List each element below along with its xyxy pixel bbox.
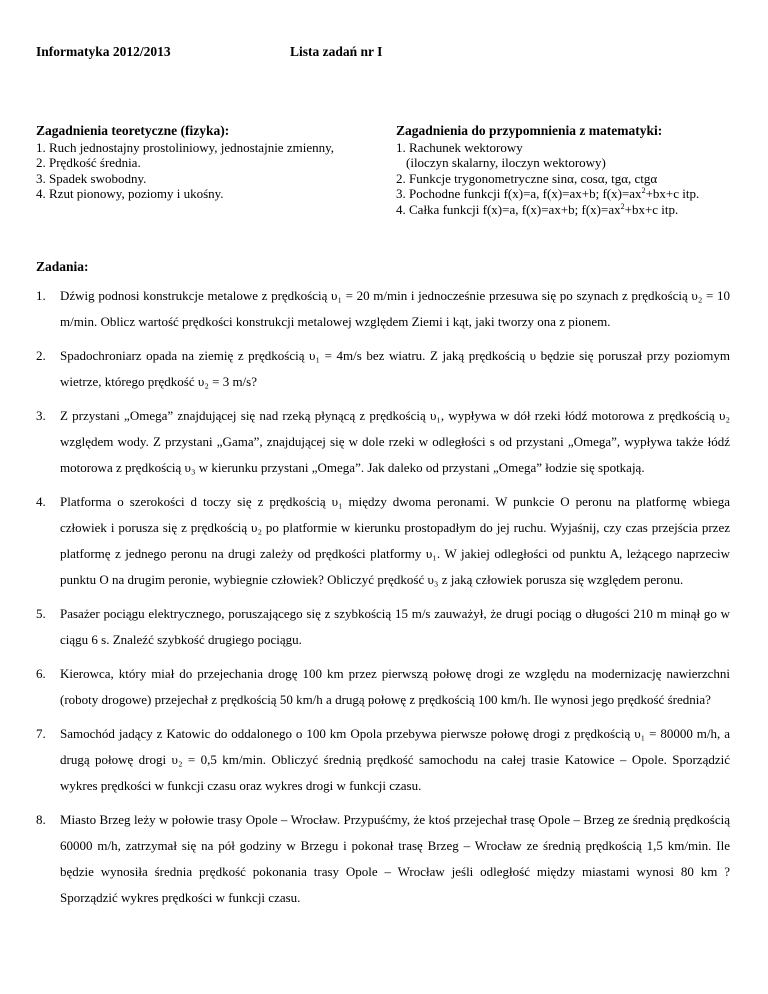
math-item bbox=[396, 202, 746, 218]
task-item bbox=[36, 283, 730, 335]
task-text: Platforma o szerokości d toczy się z prędkością υ₁ między dwoma peronami. W punkcie O peronu na platformę wbiega człowiek i porusza się z prędkością υ₂ po platformie w kierunku prostopadłym do jej ruchu. Wyjaśnij, czy czas przejścia przez platformę z jednego peronu na drugi zależy od prędkości platformy υ₁. W jakiej odległości od punktu A, leżącego naprzeciw punktu O na drugim peronie, wybiegnie człowiek? Obliczyć prędkość υ₃ z jaką człowiek porusza się względem peronu. bbox=[60, 494, 730, 587]
math-text: +bx+c itp. bbox=[624, 201, 679, 217]
math-section bbox=[396, 123, 746, 217]
task-number: 1. bbox=[36, 288, 46, 303]
tasks-heading: Zadania: bbox=[36, 259, 89, 274]
math-item bbox=[396, 186, 746, 202]
task-item bbox=[36, 721, 730, 799]
task-number: 3. bbox=[36, 408, 46, 423]
math-text: +bx+c itp. bbox=[645, 186, 700, 201]
task-text: Kierowca, który miał do przejechania drogę 100 km przez pierwszą połowę drogi ze względu na modernizację nawierzchni (roboty drogowe) przejechał z prędkością 50 km/h a drugą połowę z prędkością 100 km/h. Ile wynosi jego prędkość średnia? bbox=[60, 666, 730, 707]
theory-item: 1. Ruch jednostajny prostoliniowy, jednostajnie zmienny, bbox=[36, 139, 334, 155]
math-exponent: 2 bbox=[641, 186, 646, 195]
task-text: Dźwig podnosi konstrukcje metalowe z prędkością υ₁ = 20 m/min i jednocześnie przesuwa się po szynach z prędkością υ₂ = 10 m/min. Oblicz wartość prędkości konstrukcji metalowej względem Ziemi i kąt, jaki tworzy ona z pionem. bbox=[60, 288, 730, 329]
task-number: 4. bbox=[36, 494, 46, 509]
task-text: Miasto Brzeg leży w połowie trasy Opole – Wrocław. Przypuśćmy, że ktoś przejechał trasę Opole – Brzeg ze średnią prędkością 60000 m/h, zatrzymał się na pół godziny w Brzegu i pokonał trasę Brzeg – Wrocław ze średnią prędkością 1,5 km/min. Ile będzie wynosiła średnia prędkość pokonania trasy Opole – Wrocław jeśli odległość między miastami wynosi 80 km ? Sporządzić wykres prędkości w funkcji czasu. bbox=[60, 812, 730, 905]
course-title: Informatyka 2012/2013 bbox=[36, 44, 171, 59]
math-title: Zagadnienia do przypomnienia z matematyki: bbox=[396, 123, 663, 138]
task-number: 5. bbox=[36, 606, 46, 621]
task-text: Pasażer pociągu elektrycznego, poruszającego się z szybkością 15 m/s zauważył, że drugi pociąg o długości 210 m minął go w ciągu 6 s. Znaleźć szybkość drugiego pociągu. bbox=[60, 606, 730, 647]
math-text: 3. Pochodne funkcji f(x)=a, f(x)=ax+b; f(x)=ax bbox=[396, 186, 642, 201]
theory-item: 3. Spadek swobodny. bbox=[36, 170, 147, 186]
theory-title: Zagadnienia teoretyczne (fizyka): bbox=[36, 123, 230, 138]
math-item: 1. Rachunek wektorowy bbox=[396, 139, 523, 155]
math-text: 4. Całka funkcji f(x)=a, f(x)=ax+b; f(x)=ax bbox=[396, 201, 621, 217]
task-list bbox=[36, 283, 730, 919]
theory-item: 4. Rzut pionowy, poziomy i ukośny. bbox=[36, 186, 224, 201]
theory-item: 2. Prędkość średnia. bbox=[36, 155, 141, 170]
task-item bbox=[36, 343, 730, 395]
task-text: Z przystani „Omega” znajdującej się nad rzeką płynącą z prędkością υ₁, wypływa w dół rzeki łódź motorowa z prędkością υ₂ względem wody. Z przystani „Gama”, znajdującej się w dole rzeki w odległości s od przystani „Omega”, wypływa także łódź motorowa z prędkością υ₃ w kierunku przystani „Omega”. Jak daleko od przystani „Omega” łodzie się spotkają. bbox=[60, 408, 730, 475]
task-item bbox=[36, 601, 730, 653]
task-number: 2. bbox=[36, 348, 46, 363]
math-item: 2. Funkcje trygonometryczne sinα, cosα, tgα, ctgα bbox=[396, 170, 658, 186]
theory-section bbox=[36, 123, 376, 202]
task-item bbox=[36, 403, 730, 481]
task-text: Spadochroniarz opada na ziemię z prędkością υ₁ = 4m/s bez wiatru. Z jaką prędkością υ będzie się poruszał przy poziomym wietrze, którego prędkość υ₂ = 3 m/s? bbox=[60, 348, 730, 389]
task-number: 6. bbox=[36, 666, 46, 681]
task-item bbox=[36, 489, 730, 593]
task-text: Samochód jadący z Katowic do oddalonego o 100 km Opola przebywa pierwsze połowę drogi z prędkością υ₁ = 80000 m/h, a drugą połowę drogi υ₂ = 0,5 km/min. Obliczyć średnią prędkość samochodu na całej trasie Katowice – Opole. Sporządzić wykres prędkości w funkcji czasu oraz wykres drogi w funkcji czasu. bbox=[60, 726, 730, 793]
task-number: 7. bbox=[36, 726, 46, 741]
task-item bbox=[36, 807, 730, 911]
math-item: (iloczyn skalarny, iloczyn wektorowy) bbox=[406, 155, 606, 170]
task-item bbox=[36, 661, 730, 713]
math-exponent: 2 bbox=[620, 201, 625, 211]
list-title: Lista zadań nr I bbox=[290, 44, 383, 59]
task-number: 8. bbox=[36, 812, 46, 827]
